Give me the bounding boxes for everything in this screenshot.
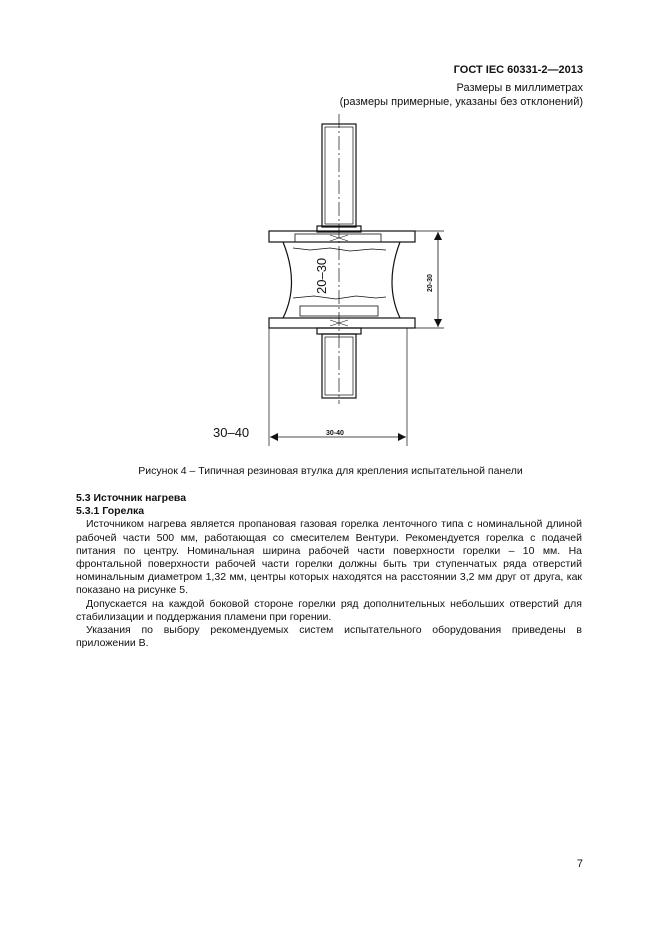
height-dim-label-small: 20-30 bbox=[427, 274, 434, 292]
bushing-body bbox=[269, 231, 415, 328]
paragraph: Источником нагрева является пропановая газовая горелка ленточного типа с номинальной длиной рабочей части 500 мм, работающая со смесителем Вентури. Рекомендуется горелка с подачей питания по центру. Номинальная ширина рабочей части поверхности горелки – 10 мм. На фронтальной поверхности рабочей части горелки должны быть три ступенчатых ряда отверстий номинальным диаметром 1,32 мм, центры которых находятся на расстоянии 3,2 мм друг от друга, как показано на рисунке 5. bbox=[76, 518, 582, 597]
figure-caption: Рисунок 4 – Типичная резиновая втулка для крепления испытательной панели bbox=[138, 465, 523, 477]
units-note-detail: (размеры примерные, указаны без отклонений) bbox=[339, 96, 583, 108]
section-heading: 5.3 Источник нагрева bbox=[76, 492, 187, 504]
width-dim-label: 30–40 bbox=[213, 425, 250, 440]
page-number: 7 bbox=[576, 858, 583, 870]
paragraph: Допускается на каждой боковой стороне горелки ряд дополнительных небольших отверстий для стабилизации и поддержания пламени при горении. bbox=[76, 597, 582, 623]
height-dim-label-inner: 20–30 bbox=[314, 257, 329, 294]
width-dimension bbox=[269, 328, 407, 446]
width-dim-label-small: 30-40 bbox=[326, 430, 344, 437]
rubber-bushing-drawing bbox=[0, 0, 661, 460]
units-note: Размеры в миллиметрах bbox=[456, 82, 583, 94]
paragraph: Указания по выбору рекомендуемых систем испытательного оборудования приведены в приложении В. bbox=[76, 624, 582, 650]
subsection-heading: 5.3.1 Горелка bbox=[76, 505, 145, 518]
section-body bbox=[76, 492, 582, 650]
standard-header: ГОСТ IEC 60331-2—2013 bbox=[453, 64, 583, 76]
